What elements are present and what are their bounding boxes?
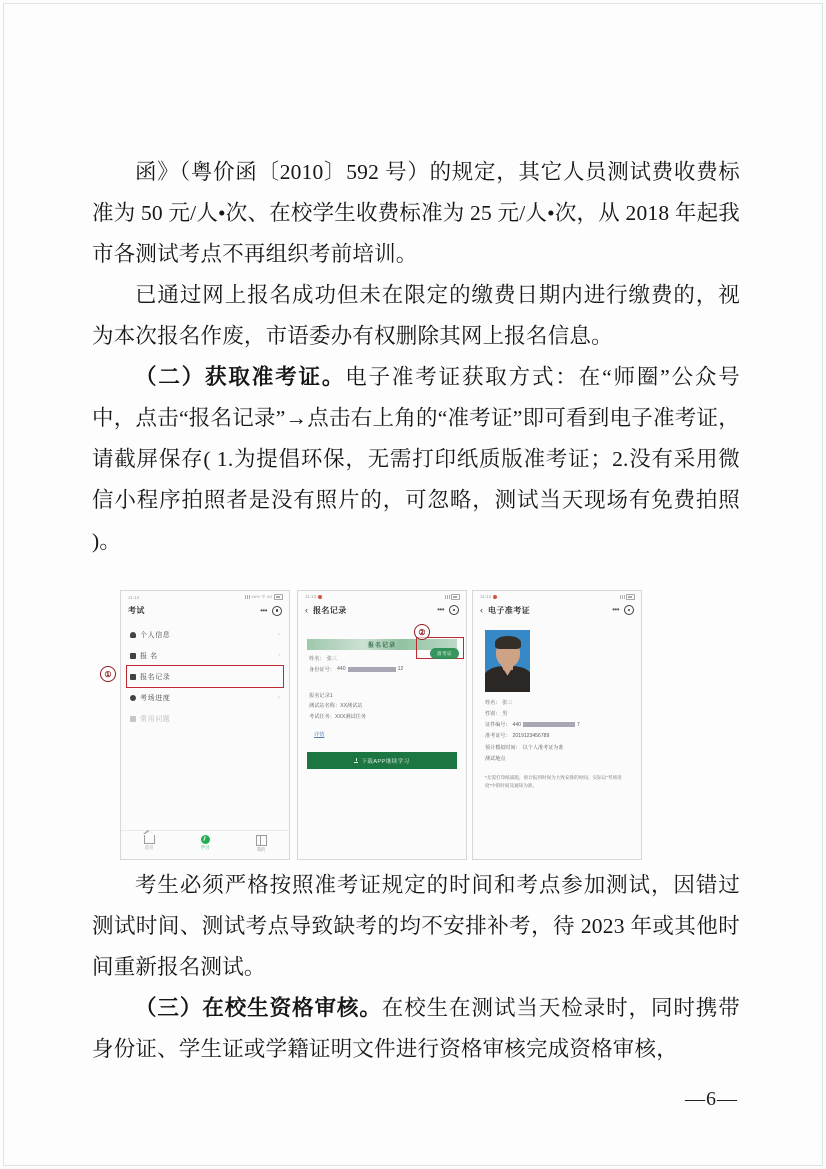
nav-bar-mid — [298, 601, 466, 622]
status-time-left: 11:13 — [128, 594, 140, 600]
status-icons-mid — [445, 594, 461, 600]
status-time-mid — [305, 594, 322, 599]
page-title-left: 考试 — [128, 606, 145, 615]
redaction-bar — [523, 722, 575, 727]
tab-label: 学习 — [200, 845, 210, 850]
battery-icon — [626, 594, 635, 600]
record-block — [298, 677, 466, 742]
chevron-left-icon[interactable]: ‹ — [305, 604, 308, 615]
section-band-title: 报名记录 — [367, 642, 396, 649]
info-row-id — [309, 666, 455, 673]
cert-value: 张三 — [502, 699, 513, 706]
info-value: 张三 — [326, 655, 337, 662]
section-heading-3: （三）在校生资格审核。 — [135, 996, 382, 1020]
record-heading: 报名记录1 — [309, 692, 333, 699]
home-icon — [144, 835, 155, 844]
page-title-mid: 报名记录 — [313, 605, 347, 615]
signal-icon — [620, 595, 625, 599]
document-body — [92, 152, 740, 1070]
menu-label: 报 名 — [140, 652, 158, 660]
details-link[interactable]: 详情 — [314, 732, 325, 739]
menu-label: 考场进度 — [140, 694, 171, 702]
record-label: 测试站名称： — [309, 703, 341, 710]
status-bar-left — [121, 591, 289, 601]
menu-item-faq[interactable] — [121, 708, 289, 729]
cert-row-name — [485, 699, 629, 706]
network-label: 96% 中 4G — [251, 594, 273, 599]
signal-icon — [445, 595, 450, 599]
green-circle-icon — [201, 835, 210, 844]
page-title-right: 电子准考证 — [488, 605, 530, 615]
menu-label: 报名记录 — [140, 673, 171, 681]
battery-icon — [274, 594, 283, 600]
nav-bar-left — [121, 601, 289, 622]
recording-dot-icon — [318, 595, 322, 599]
section-body-3: 在校生在测试当天检录时，同时携带身份证、学生证或学籍证明文件进行资格审核完成资格审核， — [92, 996, 740, 1061]
middle-content — [298, 639, 466, 770]
target-circle-icon[interactable] — [449, 605, 459, 615]
info-value-tail: 12 — [397, 666, 404, 673]
annotation-badge-2: ② — [414, 624, 430, 640]
record-label: 考试任务： — [309, 713, 335, 720]
info-label: 姓名： — [309, 655, 325, 662]
form-icon — [130, 653, 136, 659]
cert-value: 440 — [512, 721, 521, 728]
more-dots-icon[interactable]: ••• — [612, 605, 619, 615]
download-icon — [354, 758, 358, 763]
battery-icon — [451, 594, 460, 600]
cert-value: 2019123456789 — [512, 732, 550, 739]
signal-icon — [245, 595, 250, 599]
cert-value: 以个人准考证为准 — [522, 744, 564, 751]
tab-home[interactable] — [121, 835, 177, 854]
page-number: —6— — [685, 1088, 738, 1110]
recording-dot-icon — [493, 595, 497, 599]
id-photo — [485, 630, 530, 692]
record-icon — [130, 674, 136, 680]
download-button-label: 下载APP继续学习 — [361, 758, 410, 765]
section-heading-2: （二）获取准考证。 — [135, 365, 346, 389]
status-bar-right — [473, 591, 641, 601]
cert-row-ticket-number — [485, 732, 629, 739]
question-icon — [130, 716, 136, 722]
redaction-bar — [348, 667, 396, 672]
cert-row-time — [485, 744, 629, 751]
paragraph-4: 考生必须严格按照准考证规定的时间和考点参加测试，因错过测试时间、测试考点导致缺考的均不安排补考，待 2023 年或其他时间重新报名测试。 — [92, 873, 740, 979]
status-time-text: 11:13 — [305, 594, 317, 600]
screenshot-figure — [92, 580, 740, 865]
paragraph-2: 已通过网上报名成功但未在限定的缴费日期内进行缴费的，视为本次报名作废，市语委办有权删除其网上报名信息。 — [92, 283, 740, 348]
tab-label: 首页 — [144, 845, 154, 850]
info-value: 440 — [336, 666, 346, 673]
certificate-fields — [473, 692, 641, 762]
phone-screenshot-left — [120, 590, 290, 860]
menu-item-signup[interactable] — [121, 645, 289, 666]
menu-item-signup-record[interactable] — [127, 666, 283, 687]
record-value: XX测试站 — [340, 703, 363, 710]
menu-item-exam-progress[interactable] — [121, 687, 289, 708]
status-icons-right — [620, 594, 636, 600]
paragraph-1: 函》（粤价函〔2010〕592 号）的规定，其它人员测试费收费标准为 50 元/人•次、在校学生收费标准为 25 元/人•次，从 2018 年起我市各测试考点不再组织考前培训。 — [92, 160, 740, 266]
status-icons-left — [245, 594, 283, 600]
chevron-right-icon: › — [278, 694, 280, 701]
target-circle-icon[interactable] — [624, 605, 634, 615]
admission-ticket-button[interactable]: 准考证 — [430, 648, 459, 659]
info-label: 身份证号： — [309, 666, 335, 673]
paragraph-3 — [92, 357, 740, 562]
cert-label: 性别： — [485, 710, 501, 717]
grid-icon — [256, 835, 267, 846]
progress-icon — [130, 695, 136, 701]
record-row-station — [309, 702, 455, 709]
person-icon — [130, 632, 136, 638]
cert-row-gender — [485, 710, 629, 717]
record-value: XXX测试任务 — [334, 713, 367, 720]
section-body-2: 电子准考证获取方式：在“师圈”公众号中，点击“报名记录”→点击右上角的“准考证”即可看到电子准考证，请截屏保存( 1.为提倡环保，无需打印纸质版准考证；2.没有采用微信小程序拍照者是没有照片的，可忽略，测试当天现场有免费拍照 )。 — [92, 365, 740, 553]
record-row-task — [309, 713, 455, 720]
bottom-tab-bar — [121, 830, 289, 854]
menu-label: 个人信息 — [140, 631, 171, 639]
more-dots-icon[interactable]: ••• — [260, 605, 267, 615]
menu-list — [121, 622, 289, 729]
cert-button-wrap — [430, 642, 459, 660]
cert-label: 预计模拟时间： — [485, 744, 521, 751]
chevron-left-icon[interactable]: ‹ — [480, 604, 483, 615]
photo-hair — [495, 636, 521, 649]
download-app-button[interactable] — [307, 752, 457, 769]
annotation-badge-1: ① — [100, 666, 116, 682]
cert-label: 准考证号： — [485, 733, 511, 740]
cert-label: 测试地点 — [485, 756, 506, 763]
paragraph-5 — [92, 988, 740, 1070]
cert-row-id-number — [485, 721, 629, 728]
chevron-right-icon: › — [278, 631, 280, 638]
cert-label: 姓名： — [485, 699, 501, 706]
tab-label: 我的 — [256, 847, 266, 852]
tab-mine[interactable] — [233, 835, 289, 854]
phone-screenshot-right — [472, 590, 642, 860]
cert-label: 证件编号： — [485, 722, 511, 729]
tab-study[interactable] — [177, 835, 233, 854]
status-time-right — [480, 594, 497, 599]
target-circle-icon[interactable] — [272, 606, 282, 616]
more-dots-icon[interactable]: ••• — [437, 605, 444, 615]
phone-screenshot-middle — [297, 590, 467, 860]
status-time-text: 11:13 — [480, 594, 492, 600]
cert-value: 男 — [502, 710, 508, 717]
cert-value-tail: 7 — [576, 721, 580, 728]
certificate-note: *无需打印纸质版，预计报到时间为大致安排的时间，实际以“考场进度”中的时间及通知为准。 — [485, 775, 622, 789]
nav-bar-right — [473, 601, 641, 622]
status-bar-mid — [298, 591, 466, 601]
menu-item-personal-info[interactable] — [121, 624, 289, 645]
menu-label: 常用问题 — [140, 715, 171, 723]
cert-row-location — [485, 755, 629, 762]
chevron-right-icon: › — [278, 652, 280, 659]
